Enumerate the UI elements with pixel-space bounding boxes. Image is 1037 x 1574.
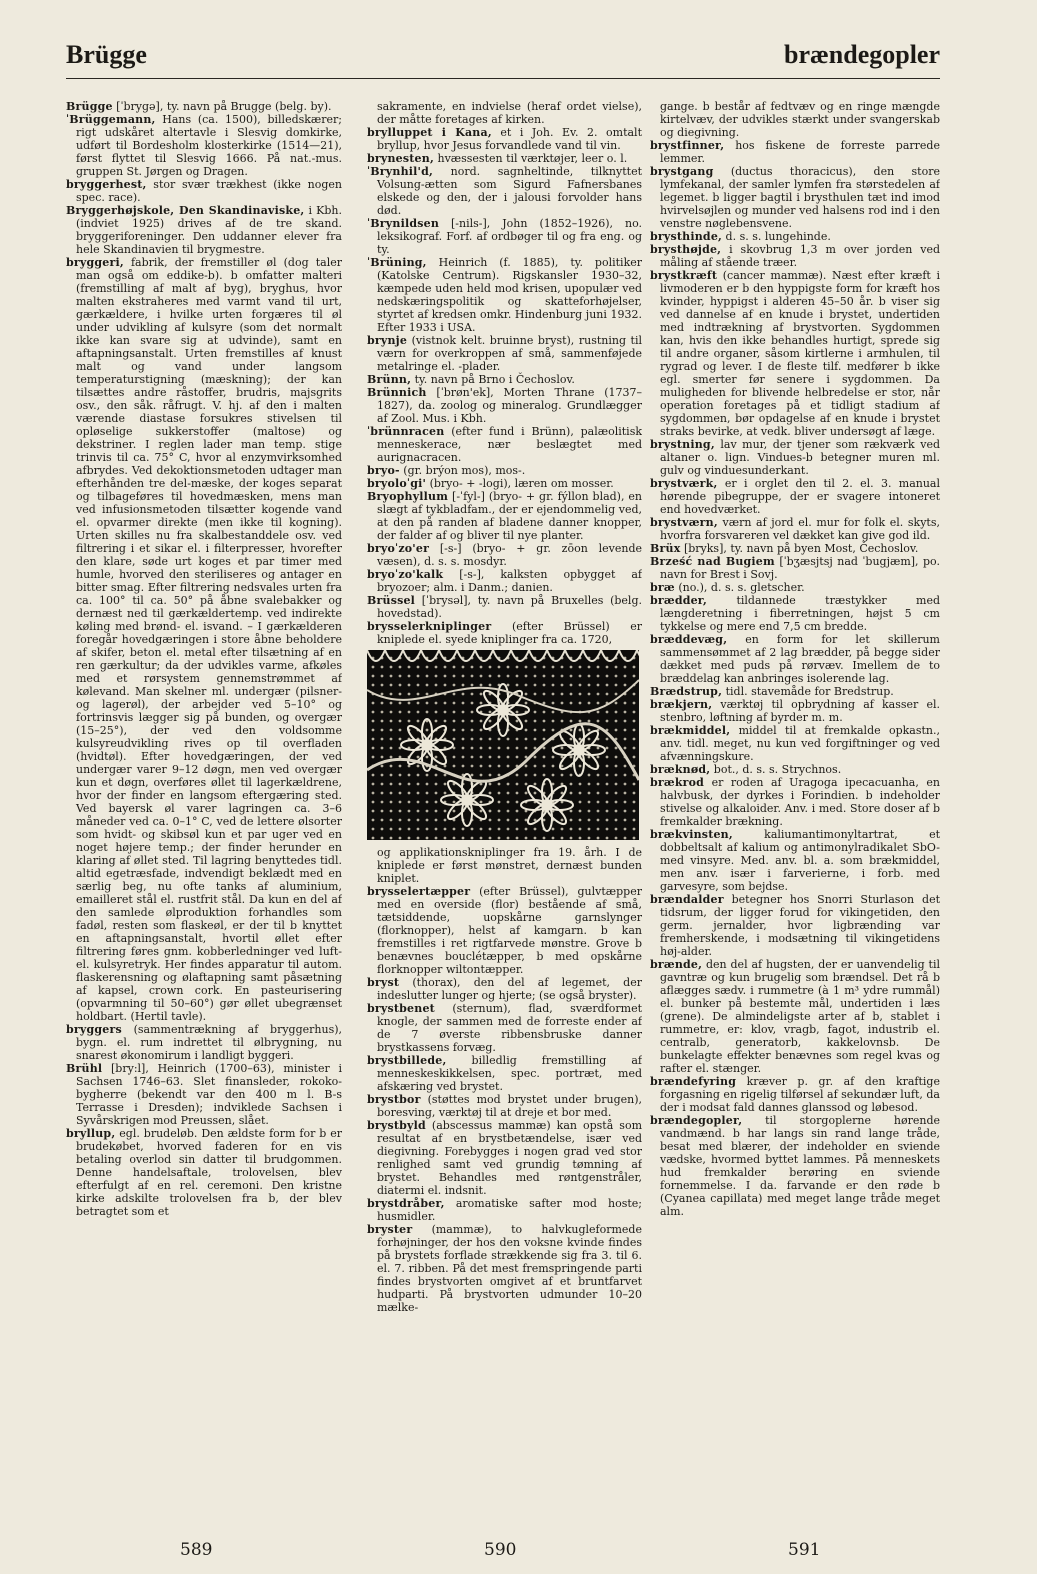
entry-headword: ˈBrüning, [367, 256, 427, 269]
entry-headword: brændefyring [650, 1075, 737, 1088]
dictionary-entry [367, 976, 642, 1002]
dictionary-entry [650, 555, 940, 581]
entry-text: tidl. stavemåde for Bredstrup. [722, 685, 894, 698]
dictionary-entry [650, 438, 940, 477]
entry-headword: bryo- [367, 464, 400, 477]
entry-text: (bryo- + -logi), læren om mosser. [426, 477, 614, 490]
entry-headword: brynesten, [367, 152, 434, 165]
entry-headword: ˈBrüggemann, [66, 113, 156, 126]
entry-text: (vistnok kelt. bruinne bryst), rustning til værn for overkroppen af små, sammenføjede metalringe el. -plader. [377, 334, 642, 373]
dictionary-entry [650, 1114, 940, 1218]
column-3 [650, 100, 940, 1520]
entry-headword: brysselertæpper [367, 885, 471, 898]
dictionary-entry [650, 139, 940, 165]
entry-text: værktøj til opbrydning af kasser el. stenbro, løftning af byrder m. m. [660, 698, 940, 724]
entry-text: en form for let skillerum sammensømmet af 2 lag brædder, på begge sider dækket med puds på rørvæv. Imellem de to bræddelag kan anbringes isolerende lag. [660, 633, 940, 685]
entry-headword: brystning, [650, 438, 715, 451]
dictionary-entry [66, 256, 342, 1023]
dictionary-entry [367, 594, 642, 620]
dictionary-entry [650, 763, 940, 776]
entry-text: i Kbh. (indviet 1925) drives af de tre skand. bryggeriforeninger. Den uddanner elever fra hele Skandinavien til brygmestre. [76, 204, 342, 256]
dictionary-entry [650, 243, 940, 269]
dictionary-entry [650, 776, 940, 828]
entry-headword: Bryggerhøjskole, Den Skandinaviske, [66, 204, 305, 217]
dictionary-entry [367, 568, 642, 594]
entry-text: og applikationskniplinger fra 19. årh. I de kniplede er først mønstret, dernæst bunden kniplet. [377, 846, 642, 885]
entry-headword: bryoloˈgi' [367, 477, 427, 490]
dictionary-entry [66, 204, 342, 256]
entry-headword: bryoˈzo'kalk [367, 568, 444, 581]
dictionary-entry [650, 893, 940, 958]
entry-text: Heinrich (f. 1885), ty. politiker (Katolske Centrum). Rigskansler 1930–32, kæmpede uden held mod krisen, upopulær ved nedskæringspolitik og skatteforhøjelser, styrtet af kredsen omkr. Hindenburg juni 1932. Efter 1933 i USA. [377, 256, 642, 334]
dictionary-entry [66, 113, 342, 178]
dictionary-entry [367, 542, 642, 568]
entry-text: billedlig fremstilling af menneskeskikkelsen, spec. portræt, med afskæring ved brystet. [377, 1054, 642, 1093]
dictionary-entry [367, 846, 642, 885]
entry-headword: Brünn, [367, 373, 412, 386]
dictionary-entry [367, 477, 642, 490]
dictionary-entry [650, 516, 940, 542]
entry-headword: brystbillede, [367, 1054, 447, 1067]
dictionary-entry [367, 490, 642, 542]
entry-headword: brædder, [650, 594, 708, 607]
dictionary-entry [66, 178, 342, 204]
dictionary-entry [66, 100, 342, 113]
entry-headword: Brześć nad Bugiem [650, 555, 775, 568]
entry-text: bot., d. s. s. Strychnos. [710, 763, 842, 776]
entry-headword: brystbor [367, 1093, 421, 1106]
dictionary-entry [367, 425, 642, 464]
entry-text: (støttes mod brystet under brugen), boresving, værktøj til at dreje et bor med. [377, 1093, 642, 1119]
entry-text: (no.), d. s. s. gletscher. [674, 581, 805, 594]
dictionary-entry [367, 165, 642, 217]
lace-pattern-svg [367, 650, 639, 840]
entry-headword: brækmiddel, [650, 724, 731, 737]
dictionary-entry [367, 126, 642, 152]
dictionary-entry [650, 685, 940, 698]
entry-headword: brænde, [650, 958, 703, 971]
entry-headword: Brüssel [367, 594, 416, 607]
dictionary-entry [650, 1075, 940, 1114]
entry-headword: bryoˈzo'er [367, 542, 430, 555]
dictionary-entry [367, 620, 642, 646]
dictionary-entry [367, 1197, 642, 1223]
entry-text: [ˈbʒæsjtsj nad ˈbugjæm], po. navn for Brest i Sovj. [660, 555, 940, 581]
entry-headword: bryst [367, 976, 400, 989]
entry-text: (thorax), den del af legemet, der indeslutter lunger og hjerte; (se også bryster). [377, 976, 642, 1002]
entry-text: (abscessus mammæ) kan opstå som resultat af en brystbetændelse, især ved diegivning. Forebygges i nogen grad ved stor renlighed samt ved grundig tømning af brystet. Behandles med røntgenstråler, diatermi el. indsnit. [377, 1119, 642, 1197]
entry-text: d. s. s. lungehinde. [722, 230, 831, 243]
entry-text: gange. b består af fedtvæv og en ringe mængde kirtelvæv, der udvikles stærkt under svangerskab og diegivning. [660, 100, 940, 139]
entry-text: middel til at fremkalde opkastn., anv. tidl. meget, nu kun ved forgiftninger og ved afvænningskure. [660, 724, 940, 763]
dictionary-entry [367, 386, 642, 425]
page-number-589: 589 [180, 1540, 213, 1560]
column-1 [66, 100, 342, 1520]
entry-text: (sammentrækning af bryggerhus), bygn. el. rum indrettet til ølbrygning, nu snarest økonomirum i landligt byggeri. [76, 1023, 342, 1062]
entry-headword: bryggeri, [66, 256, 124, 269]
entry-text: (efter Brüssel) er kniplede el. syede kniplinger fra ca. 1720, [377, 620, 642, 646]
entry-text: aromatiske safter mod hoste; husmidler. [377, 1197, 642, 1223]
entry-text: fabrik, der fremstiller øl (dog taler man også om eddike-b). b omfatter malteri (fremstilling af malt af byg), bryghus, hvor malten ekstraheres med varmt vand til urt, gærkældere, i hvilke urten forgæres til øl under udvikling af kulsyre (som det normalt ikke kan svare sig at udvinde), samt en aftapningsanstalt. Urten fremstilles af knust malt og vand under langsom temperaturstigning (mæskning); der kan tilsættes andre råstoffer, brudris, majsgrits osv., den såk. råfrugt. V. hj. af den i malten værende diastase forsukres stivelsen til opløselige sukkerstoffer (maltose) og dekstriner. I reglen lader man temp. stige trinvis til ca. 75° C, hvor al enzymvirksomhed afbrydes. Ved dekoktionsmetoden udtager man efterhånden tre del-mæske, der koges separat og tilbageføres til hovedmæsken, mens man ved infusionsmetoden tilsætter kogende vand el. opvarmer direkte (men ikke til kogning). Urten skilles nu fra skalbestanddele osv. ved filtrering i et sikar el. i filterpresser, hvorefter den klare, søde urt koges et par timer med humle, hvorved den steriliseres og antager en bitter smag. Efter filtrering nedsvales urten fra ca. 100° til ca. 50° på åbne svalebakker og dernæst ned til gærkældertemp. ved indirekte køling med brønd- el. isvand. – I gærkælderen foregår hovedgæringen i store åbne beholdere af skifer, beton el. metal efter tilsætning af en ren gærkultur; da der udvikles varme, afkøles med et rørsystem gennemstrømmet af kølevand. Man skelner ml. undergær (pilsner- og lagerøl), der arbejder ved 5–10° og fortrinsvis lægger sig på bunden, og overgær (15–25°), der ved den voldsomme kulsyreudvikling rives op til overfladen (hvidtøl). Efter hovedgæringen, der ved undergær varer 9–12 døgn, men ved overgær kun et døgn, overføres øllet til lagerkældrene, hvor der finder en langsom eftergæring sted. Ved bayersk øl varer lagringen ca. 3–6 måneder ved ca. 0–1° C, ved de lettere ølsorter som hvidt- og skibsøl kun et par uger ved en noget højere temp.; der finder herunder en klaring af øllet sted. Til lagring benyttedes tidl. altid egetræsfade, indvendigt beklædt med en særlig beg, nu ofte tanks af aluminium, emailleret stål el. rustfrit stål. Da kun en del af den samlede ølproduktion forhandles som fadøl, resten som flaskeøl, er der til b knyttet en aftapningsanstalt, hvortil øllet efter filtrering føres gnm. kobberledninger ved luft- el. kulsyretryk. Her findes apparatur til autom. flaskerensning og ølaftapning samt påsætning af kapsel, crown cork. En pasteurisering (opvarmning til 50–60°) gør øllet ubegrænset holdbart. (Hertil tavle). [76, 256, 342, 1023]
entry-text: værn af jord el. mur for folk el. skyts, hvorfra forsvareren vel dækket kan give god ild. [660, 516, 940, 542]
entry-text: [ˈbrysəl], ty. navn på Bruxelles (belg. hovedstad). [377, 594, 642, 620]
dictionary-entry [367, 1223, 642, 1314]
entry-headword: bræddevæg, [650, 633, 728, 646]
entry-text: (gr. brýon mos), mos-. [399, 464, 526, 477]
entry-text: (ductus thoracicus), den store lymfekanal, der samler lymfen fra størstedelen af legemet. b ligger bagtil i brysthulen tæt ind imod hvirvelsøjlen og munder ved halsens rod ind i den venstre nøglebensvene. [660, 165, 940, 230]
dictionary-entry [650, 698, 940, 724]
dictionary-entry [66, 1062, 342, 1127]
entry-text: [-ˈfyl-] (bryo- + gr. fýllon blad), en slægt af tykbladfam., der er ejendommelig ved, at den på randen af bladene danner knopper, der falder af og bliver til nye planter. [377, 490, 642, 542]
entry-headword: bryggerhest, [66, 178, 147, 191]
entry-text: betegner hos Snorri Sturlason det tidsrum, der ligger forud for vikingetiden, den germ. jernalder, hvor ligbrænding var fremherskende, i modsætning til vikingetidens høj-alder. [660, 893, 940, 958]
entry-text: hvæssesten til værktøjer, leer o. l. [433, 152, 628, 165]
entry-text: et i Joh. Ev. 2. omtalt bryllup, hvor Jesus forvandlede vand til vin. [377, 126, 642, 152]
dictionary-entry [367, 1119, 642, 1197]
entry-headword: brystværk, [650, 477, 718, 490]
dictionary-entry [367, 256, 642, 334]
entry-text: [-s-] (bryo- + gr. zōon levende væsen), d. s. s. mosdyr. [377, 542, 642, 568]
entry-headword: ˈBrynhil'd, [367, 165, 434, 178]
entry-text: hos fiskene de forreste parrede lemmer. [660, 139, 940, 165]
entry-headword: brystbyld [367, 1119, 426, 1132]
entry-text: [-nils-], John (1852–1926), no. leksikograf. Forf. af ordbøger til og fra eng. og ty. [377, 217, 642, 256]
entry-headword: brændegopler, [650, 1114, 743, 1127]
page-number-590: 590 [484, 1540, 517, 1560]
lace-photo [367, 650, 639, 840]
header-rule [66, 78, 940, 79]
entry-text: kaliumantimonyltartrat, et dobbeltsalt af kalium og antimonylradikalet SbO- med vinsyre. Med. anv. bl. a. som brækmiddel, men anv. især i farverierne, i forb. med garvesyre, som bejdse. [660, 828, 940, 893]
entry-headword: Bryophyllum [367, 490, 449, 503]
entry-headword: bryggers [66, 1023, 122, 1036]
entry-text: (cancer mammæ). Næst efter kræft i livmoderen er b den hyppigste form for kræft hos kvinder, hyppigst i alderen 45–50 år. b viser sig ved dannelse af en knude i brystet, undertiden med indtrækning af brystvorten. Sygdommen kan, hvis den ikke behandles hurtigt, sprede sig til andre organer, såsom kirtlerne i armhulen, til rygrad og lever. I de fleste tilf. medfører b ikke egl. smerter før senere i sygdommen. Da muligheden for blivende helbredelse er stor, når operation foretages på et tidligt stadium af sygdommen, bør opdagelse af en knude i brystet straks bevirke, at vedk. bliver undersøgt af læge. [660, 269, 940, 438]
entry-headword: brystfinner, [650, 139, 725, 152]
dictionary-entry [367, 464, 642, 477]
entry-text: Hans (ca. 1500), billedskærer; rigt udskåret altertavle i Slesvig domkirke, udført til Bordesholm klosterkirke (1514—21), først flyttet til Slesvig 1666. På nat.-mus. gruppen St. Jørgen og Dragen. [76, 113, 342, 178]
entry-text: nord. sagnheltinde, tilknyttet Volsung-ætten som Sigurd Fafnersbanes elskede og den, der i jalousi forvolder hans død. [377, 165, 642, 217]
entry-text: sakramente, en indvielse (heraf ordet vielse), der måtte foretages af kirken. [377, 100, 642, 126]
page-number-591: 591 [788, 1540, 821, 1560]
dictionary-entry [650, 594, 940, 633]
entry-headword: brysselerkniplinger [367, 620, 492, 633]
entry-headword: brækjern, [650, 698, 713, 711]
dictionary-entry [367, 885, 642, 976]
dictionary-entry [66, 1127, 342, 1218]
entry-headword: brystkræft [650, 269, 718, 282]
entry-headword: brystgang [650, 165, 714, 178]
entry-text: den del af hugsten, der er uanvendelig til gavntræ og kun brugelig som brændsel. Det rå b aflægges sædv. i rummetre (à 1 m³ ydre rummål) el. bunker på bestemte mål, undertiden i læs (grene). De almindeligste arter af b, stablet i rummetre, er: klov, vragb, fagot, industrib el. centralb, generatorb, kakkelovnsb. De bunkelagte effekter benævnes som regel kvas og rafter el. stænger. [660, 958, 940, 1075]
dictionary-entry [367, 1002, 642, 1054]
dictionary-entry [367, 152, 642, 165]
entry-headword: brystbenet [367, 1002, 435, 1015]
running-header [66, 40, 940, 80]
entry-text: [bryks], ty. navn på byen Most, Čechoslov. [680, 542, 919, 555]
entry-text: egl. brudeløb. Den ældste form for b er brudekøbet, hvorved faderen for en vis betaling overlod sin datter til brudgommen. Denne handelsaftale, trolovelsen, blev efterfulgt af en rel. ceremoni. Den kristne kirke adskilte trolovelsen fra b, der blev betragtet som et [76, 1127, 342, 1218]
dictionary-entry [367, 1093, 642, 1119]
dictionary-entry [367, 334, 642, 373]
entry-headword: bræ [650, 581, 675, 594]
entry-headword: Brühl [66, 1062, 103, 1075]
entry-headword: brystværn, [650, 516, 718, 529]
entry-text: ty. navn på Brno i Čechoslov. [411, 373, 575, 386]
entry-headword: brylluppet i Kana, [367, 126, 492, 139]
entry-headword: brystdråber, [367, 1197, 445, 1210]
entry-text: kræver p. gr. af den kraftige forgasning en rigelig tilførsel af sekundær luft, da der i modsat fald dannes glanssod og løbesod. [660, 1075, 940, 1114]
entry-headword: Brügge [66, 100, 113, 113]
entry-headword: Brüx [650, 542, 681, 555]
entry-headword: ˈBrynildsen [367, 217, 440, 230]
entry-text: (mammæ), to halvkugleformede forhøjninger, der hos den voksne kvinde findes på brystets forflade strækkende sig fra 3. til 6. el. 7. ribben. På det mest fremspringende parti findes brystvorten omgivet af et bruntfarvet hudparti. På brystvorten udmunder 10–20 mælke- [377, 1223, 642, 1314]
entry-headword: brændalder [650, 893, 724, 906]
dictionary-entry [367, 217, 642, 256]
entry-headword: ˈbrünnracen [367, 425, 445, 438]
dictionary-entry [66, 1023, 342, 1062]
dictionary-entry [650, 633, 940, 685]
entry-headword: brysthinde, [650, 230, 723, 243]
entry-headword: brækrod [650, 776, 705, 789]
entry-text: (efter fund i Brünn), palæolitisk menneskerace, nær beslægtet med aurignacracen. [377, 425, 642, 464]
entry-text: stor svær trækhest (ikke nogen spec. race). [76, 178, 342, 204]
entry-headword: brynje [367, 334, 408, 347]
entry-text: [bry:l], Heinrich (1700–63), minister i Sachsen 1746–63. Slet finansleder, rokoko-bygherre (bekendt var den 400 m l. B-s Terrasse i Dresden); indviklede Sachsen i Syvårskrigen mod Preussen, slået. [76, 1062, 342, 1127]
dictionary-entry [650, 828, 940, 893]
entry-text: [ˈbrøn'ek], Morten Thrane (1737–1827), da. zoolog og mineralog. Grundlægger af Zool. Mus. i Kbh. [377, 386, 642, 425]
column-2 [367, 100, 642, 1520]
entry-text: (sternum), flad, sværdformet knogle, der sammen med de forreste ender af de 7 øverste ribbensbruske danner brystkassens forvæg. [377, 1002, 642, 1054]
entry-headword: brysthøjde, [650, 243, 722, 256]
entry-headword: brækvinsten, [650, 828, 733, 841]
entry-text: [-s-], kalksten opbygget af bryozoer; alm. i Danm.; danien. [377, 568, 642, 594]
dictionary-entry [650, 165, 940, 230]
entry-text: i skovbrug 1,3 m over jorden ved måling af stående træer. [660, 243, 940, 269]
dictionary-entry [650, 581, 940, 594]
dictionary-entry [650, 477, 940, 516]
dictionary-entry [650, 724, 940, 763]
entry-text: lav mur, der tjener som rækværk ved altaner o. lign. Vindues-b betegner muren ml. gulv og vinduesunderkant. [660, 438, 940, 477]
dictionary-entry [650, 542, 940, 555]
header-left-word: Brügge [66, 40, 147, 69]
dictionary-entry [367, 1054, 642, 1093]
entry-headword: bryster [367, 1223, 413, 1236]
entry-text: (efter Brüssel), gulvtæpper med en overside (flor) bestående af små, tætsiddende, uopskårne garnslynger (florknopper), helst af kamgarn. b kan fremstilles i ret rigtfarvede mønstre. Grove b benævnes bouclétæpper, b med opskårne florknopper wiltontæpper. [377, 885, 642, 976]
dictionary-entry [650, 958, 940, 1075]
entry-text: er roden af Uragoga ipecacuanha, en halvbusk, der dyrkes i Forindien. b indeholder stivelse og alkaloider. Anv. i med. Store doser af b fremkalder brækning. [660, 776, 940, 828]
dictionary-entry [650, 269, 940, 438]
dictionary-entry [650, 230, 940, 243]
dictionary-entry [650, 100, 940, 139]
entry-text: [ˈbrygə], ty. navn på Brugge (belg. by). [112, 100, 332, 113]
entry-text: til storgoplerne hørende vandmænd. b har langs sin rand lange tråde, besat med blærer, der indeholder en sviende vædske, hvormed byttet lammes. På menneskets hud fremkalder berøring en sviende fornemmelse. I da. farvande er den røde b (Cyanea capillata) med meget lange tråde meget alm. [660, 1114, 940, 1218]
entry-text: er i orglet den til 2. el. 3. manual hørende pibegruppe, der er svagere intoneret end hovedværket. [660, 477, 940, 516]
entry-headword: bryllup, [66, 1127, 116, 1140]
dictionary-entry [367, 100, 642, 126]
dictionary-entry [367, 373, 642, 386]
entry-headword: Brædstrup, [650, 685, 723, 698]
header-right-word: brændegopler [784, 40, 940, 69]
entry-headword: Brünnich [367, 386, 427, 399]
entry-text: tildannede træstykker med længderetning i fiberretningen, højst 5 cm tykkelse og mere end 7,5 cm bredde. [660, 594, 940, 633]
entry-headword: bræknød, [650, 763, 711, 776]
